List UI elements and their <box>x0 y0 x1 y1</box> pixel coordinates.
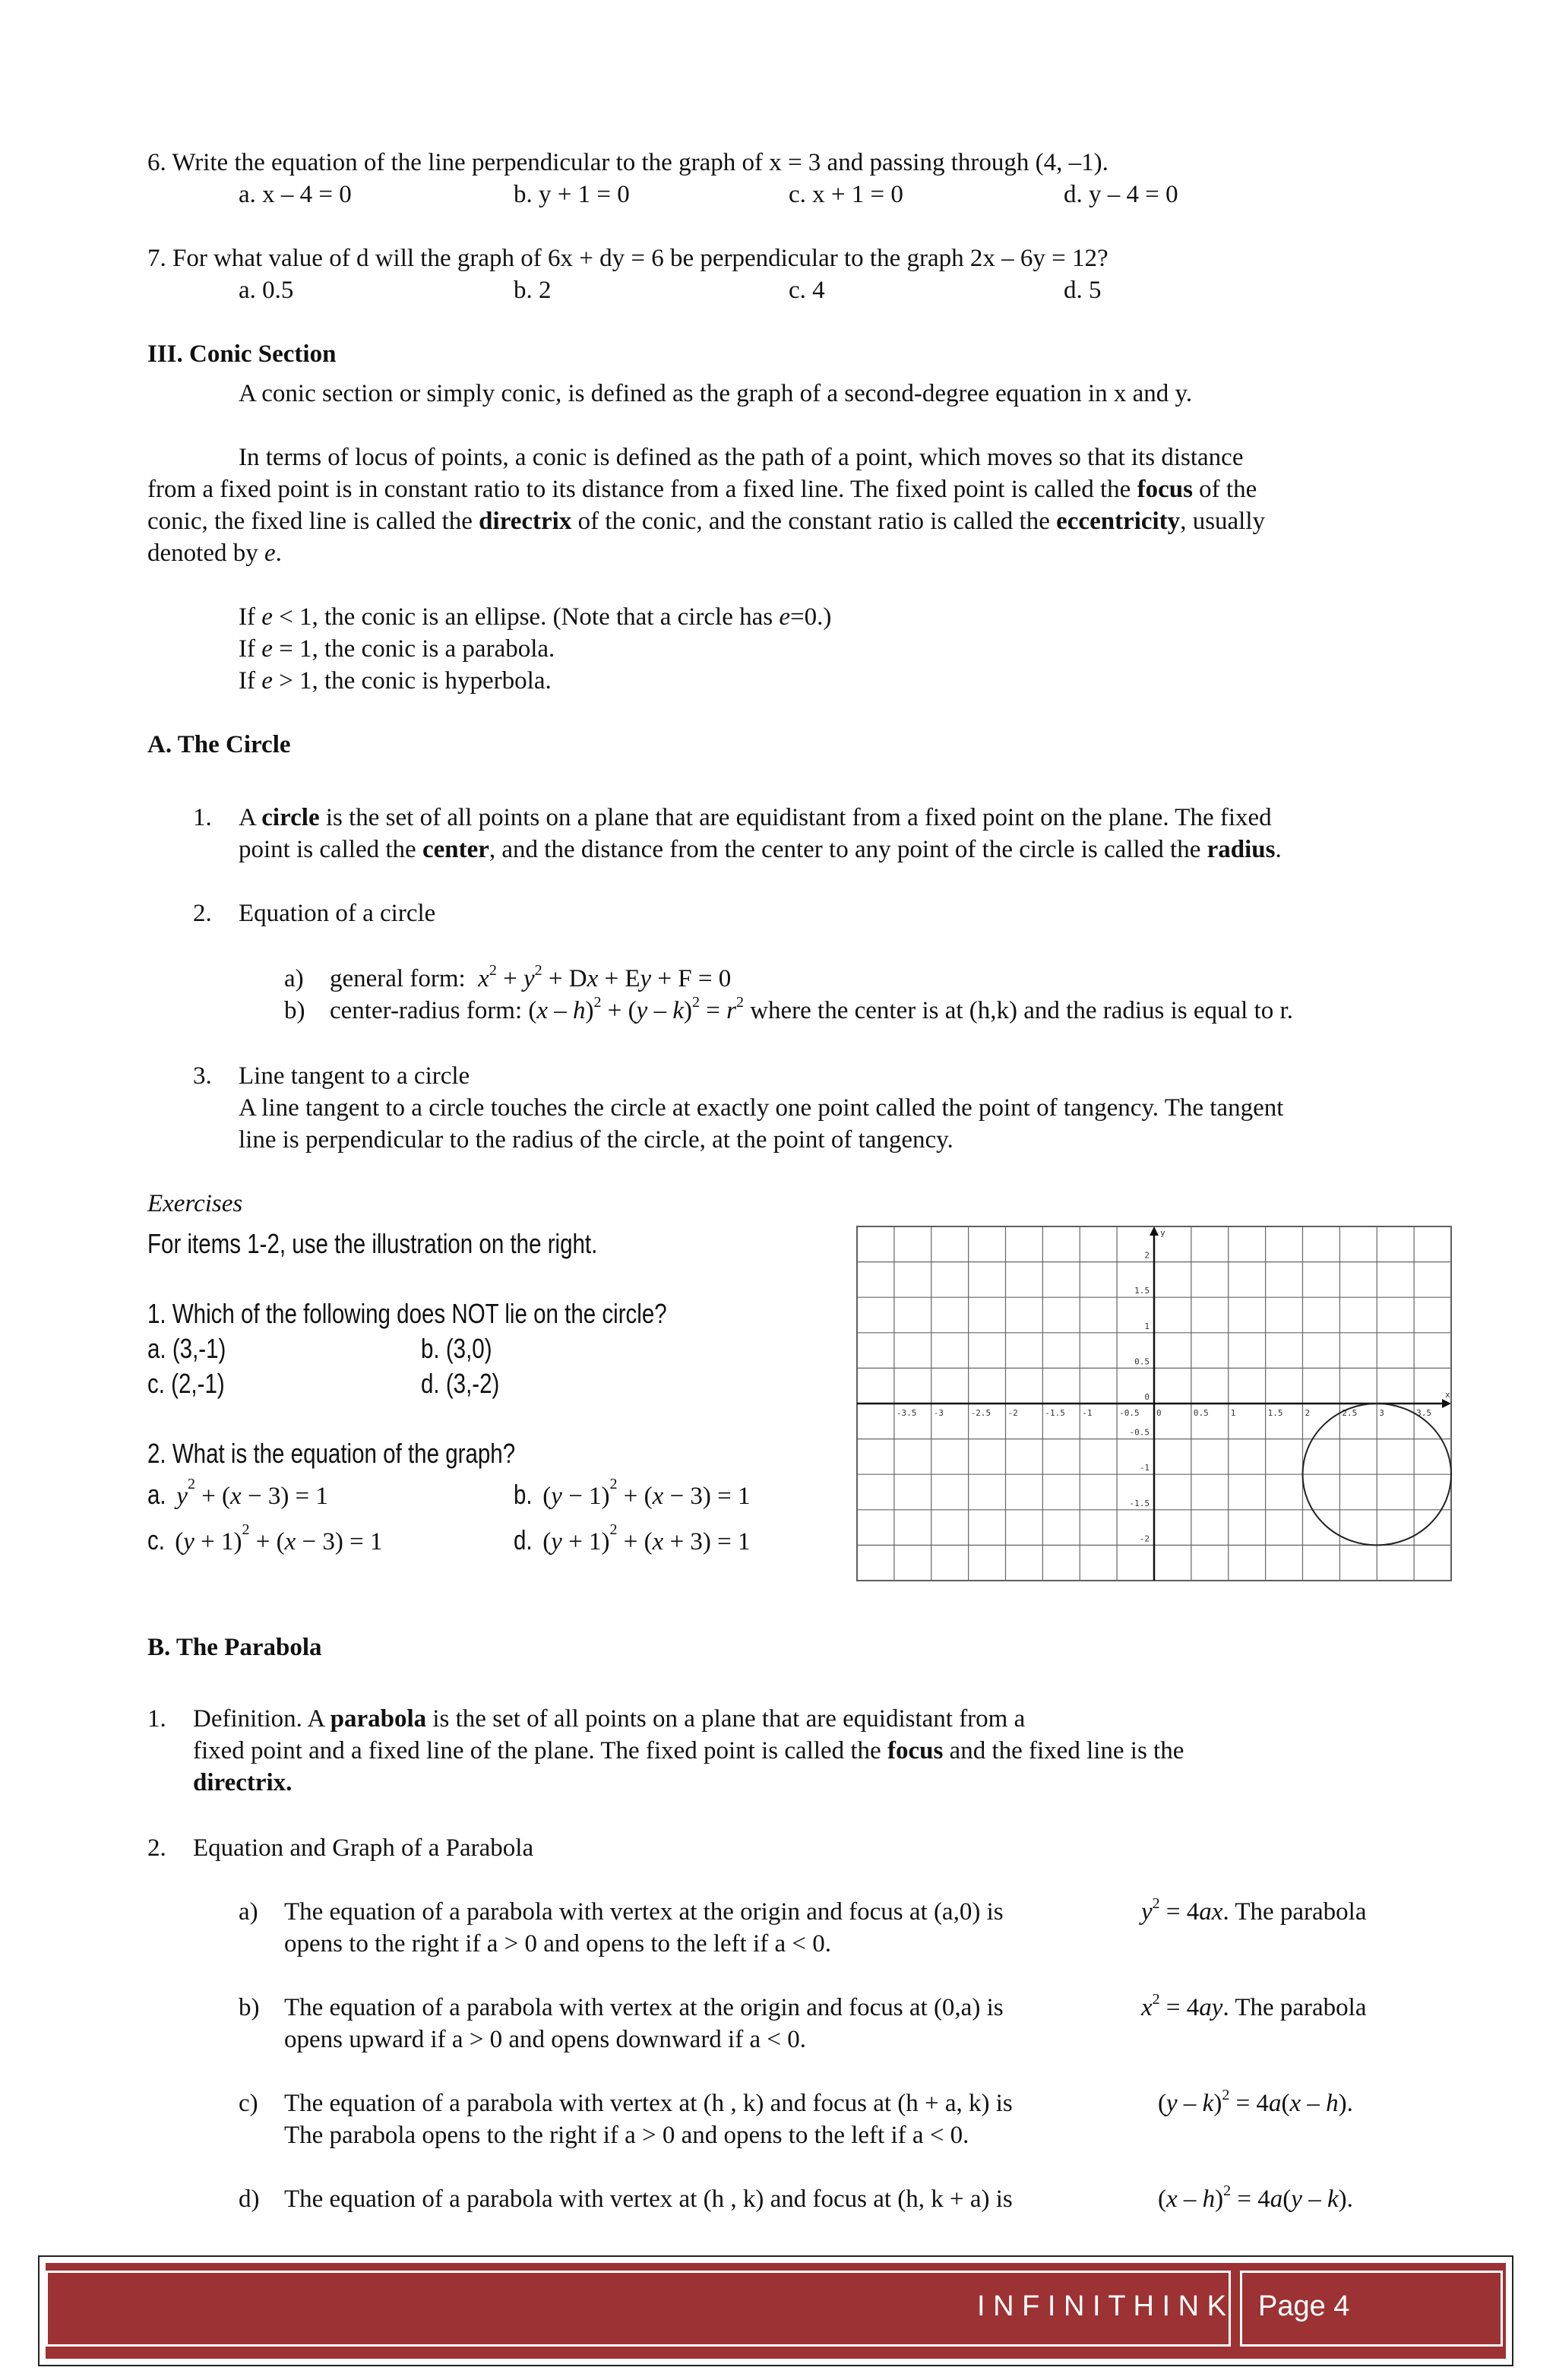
x-tick-label: 0 <box>1156 1408 1162 1418</box>
q1-choice-c: c. (2,-1) <box>147 1368 225 1399</box>
exercises-label: Exercises <box>147 1190 243 1217</box>
circle-item-3-number: 3. <box>193 1062 212 1090</box>
tangent-line-2: line is perpendicular to the radius of the circle, at the point of tangency. <box>239 1126 954 1154</box>
locus-line-4: denoted by e. <box>147 540 282 567</box>
x-tick-label: 1.5 <box>1267 1408 1283 1418</box>
x-tick-label: 0.5 <box>1193 1408 1209 1418</box>
x-tick-label: -2.5 <box>970 1408 991 1418</box>
circle-definition-line-2: point is called the center, and the distance from the center to any point of the circle is called the radius. <box>239 836 1282 863</box>
section-heading-circle: A. The Circle <box>147 731 291 758</box>
parabola-item-2-number: 2. <box>147 1834 166 1862</box>
circle-item-1-number: 1. <box>193 804 212 831</box>
q7-choice-b: b. 2 <box>514 277 552 304</box>
y-tick-label: 0 <box>1144 1392 1150 1402</box>
circle-item-3-title: Line tangent to a circle <box>239 1062 470 1090</box>
x-tick-label: 3.5 <box>1416 1408 1431 1418</box>
center-radius-form-label: b) <box>284 997 305 1024</box>
parabola-c-label: c) <box>239 2090 258 2117</box>
parabola-item-1-number: 1. <box>147 1705 166 1733</box>
footer-page-number: Page 4 <box>1258 2290 1350 2322</box>
y-tick-label: 1 <box>1144 1321 1150 1331</box>
q1-choice-a: a. (3,-1) <box>147 1333 226 1364</box>
locus-line-2: from a fixed point is in constant ratio to its distance from a fixed line. The fixed point is called the focus of the <box>147 476 1257 503</box>
parabola-definition-line-3: directrix. <box>193 1769 293 1796</box>
q6-choice-a: a. x – 4 = 0 <box>239 181 352 208</box>
y-tick-label: -2 <box>1139 1533 1150 1544</box>
q1-choice-b: b. (3,0) <box>421 1333 492 1364</box>
parabola-a-equation: $y^2 = 4ax$. The parabola <box>1141 1895 1367 1926</box>
conic-case-ellipse: If e < 1, the conic is an ellipse. (Note that a circle has e=0.) <box>239 603 832 631</box>
x-tick-label: -1 <box>1082 1408 1093 1418</box>
question-7: 7. For what value of d will the graph of 6x + dy = 6 be perpendicular to the graph 2x – 6y = 12? <box>147 245 1108 272</box>
q2-choice-d: d. $(y + 1)^2 + (x + 3) = 1$ <box>514 1521 751 1556</box>
q6-choice-c: c. x + 1 = 0 <box>789 181 903 208</box>
y-tick-label: -0.5 <box>1129 1427 1150 1438</box>
circle-item-2-title: Equation of a circle <box>239 900 436 927</box>
y-tick-label: -1 <box>1139 1463 1150 1473</box>
question-6: 6. Write the equation of the line perpendicular to the graph of x = 3 and passing through (4, –1). <box>147 149 1108 176</box>
exercise-q2: 2. What is the equation of the graph? <box>147 1438 516 1469</box>
y-tick-label: 2 <box>1144 1250 1150 1261</box>
x-tick-label: -3 <box>933 1408 944 1418</box>
exercises-instruction: For items 1-2, use the illustration on the right. <box>147 1228 598 1259</box>
conic-case-parabola: If e = 1, the conic is a parabola. <box>239 635 555 663</box>
general-form-label: a) <box>284 965 304 992</box>
circle-graph <box>855 1225 1453 1582</box>
center-radius-form: center-radius form: $(x - h)^2 + (y - k)^2 = r^2$ where the center is at (h,k) and the radius is equal to r. <box>330 994 1293 1024</box>
parabola-definition-line-2: fixed point and a fixed line of the plane. The fixed point is called the focus and the fixed line is the <box>193 1737 1184 1764</box>
circle-definition-line-1: A circle is the set of all points on a plane that are equidistant from a fixed point on the plane. The fixed <box>239 804 1272 831</box>
x-tick-label: -3.5 <box>896 1408 917 1418</box>
x-tick-label: -2 <box>1007 1408 1018 1418</box>
locus-line-3: conic, the fixed line is called the directrix of the conic, and the constant ratio is called the eccentricity, usually <box>147 508 1266 535</box>
q7-choice-a: a. 0.5 <box>239 277 294 304</box>
parabola-d-label: d) <box>239 2185 260 2213</box>
section-heading-conic: III. Conic Section <box>147 340 337 368</box>
x-tick-label: 1 <box>1230 1408 1236 1418</box>
x-axis-label: x <box>1445 1390 1450 1400</box>
q7-choice-d: d. 5 <box>1064 277 1102 304</box>
locus-line-1: In terms of locus of points, a conic is defined as the path of a point, which moves so that its distance <box>239 444 1244 471</box>
conic-intro: A conic section or simply conic, is defined as the graph of a second-degree equation in x and y. <box>239 380 1193 407</box>
parabola-d-equation: (x – h)$^2$ = 4a(y – k). <box>1158 2182 1353 2213</box>
x-tick-label: 3 <box>1379 1408 1384 1418</box>
parabola-a-line-2: opens to the right if a > 0 and opens to the left if a < 0. <box>284 1930 831 1957</box>
parabola-b-label: b) <box>239 1994 260 2021</box>
parabola-c-line-1: The equation of a parabola with vertex at (h , k) and focus at (h + a, k) is <box>284 2090 1013 2117</box>
parabola-c-equation: (y – k)$^2$ = 4a(x – h). <box>1158 2087 1353 2117</box>
q7-choice-c: c. 4 <box>789 277 825 304</box>
exercise-q1: 1. Which of the following does NOT lie on the circle? <box>147 1298 667 1329</box>
q1-choice-d: d. (3,-2) <box>421 1368 500 1399</box>
circle-item-2-number: 2. <box>193 900 212 927</box>
parabola-b-line-2: opens upward if a > 0 and opens downward if a < 0. <box>284 2026 806 2053</box>
y-axis-label: y <box>1160 1228 1165 1238</box>
q2-choice-a: a. $y^2 + (x - 3) = 1$ <box>147 1476 328 1510</box>
parabola-definition-line-1: Definition. A parabola is the set of all points on a plane that are equidistant from a <box>193 1705 1026 1733</box>
parabola-d-line-1: The equation of a parabola with vertex at (h , k) and focus at (h, k + a) is <box>284 2185 1013 2213</box>
y-tick-label: 0.5 <box>1134 1356 1150 1367</box>
parabola-c-line-2: The parabola opens to the right if a > 0 and opens to the left if a < 0. <box>284 2122 969 2149</box>
q6-choice-d: d. y – 4 = 0 <box>1064 181 1178 208</box>
parabola-item-2-title: Equation and Graph of a Parabola <box>193 1834 534 1862</box>
section-heading-parabola: B. The Parabola <box>147 1634 322 1661</box>
parabola-b-equation: $x^2 = 4ay$. The parabola <box>1141 1991 1367 2021</box>
parabola-a-line-1: The equation of a parabola with vertex at the origin and focus at (a,0) is <box>284 1898 1004 1926</box>
q2-choice-b: b. $(y - 1)^2 + (x - 3) = 1$ <box>514 1476 751 1510</box>
q6-choice-b: b. y + 1 = 0 <box>514 181 630 208</box>
x-tick-label: -1.5 <box>1045 1408 1065 1418</box>
conic-case-hyperbola: If e > 1, the conic is hyperbola. <box>239 667 552 695</box>
x-tick-label: -0.5 <box>1119 1408 1140 1418</box>
y-tick-label: -1.5 <box>1129 1498 1150 1508</box>
q2-choice-c: c. $(y + 1)^2 + (x - 3) = 1$ <box>147 1521 383 1556</box>
parabola-a-label: a) <box>239 1898 258 1926</box>
tangent-line-1: A line tangent to a circle touches the circle at exactly one point called the point of tangency. The tangent <box>239 1094 1284 1122</box>
general-form: general form: $x^2 + y^2 + Dx + Ey + F = 0$ <box>330 962 732 992</box>
y-tick-label: 1.5 <box>1134 1286 1150 1296</box>
x-tick-label: 2 <box>1305 1408 1311 1418</box>
footer-brand: I N F I N I T H I N K <box>977 2290 1226 2322</box>
parabola-b-line-1: The equation of a parabola with vertex at the origin and focus at (0,a) is <box>284 1994 1004 2021</box>
x-tick-label: 2.5 <box>1342 1408 1358 1418</box>
